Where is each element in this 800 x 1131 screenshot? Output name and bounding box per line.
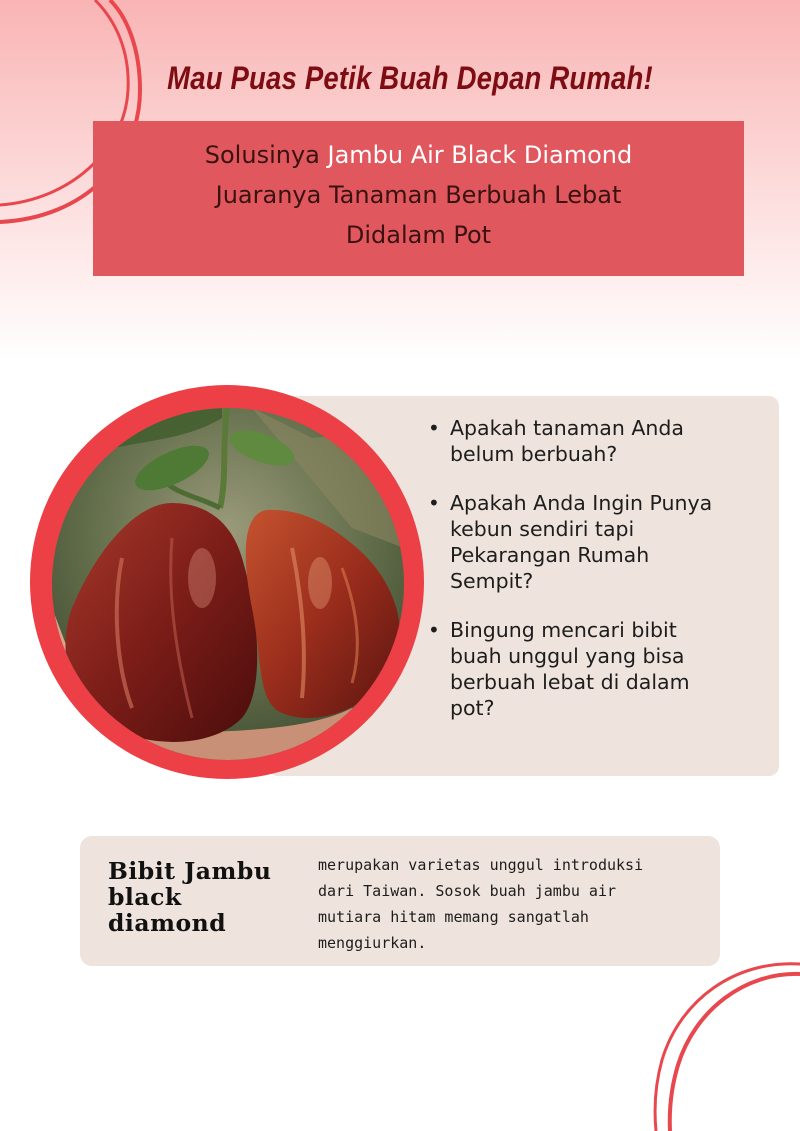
product-title-line: diamond bbox=[108, 909, 227, 937]
description-line: menggiurkan. bbox=[318, 934, 427, 952]
page-headline: Mau Puas Petik Buah Depan Rumah! bbox=[167, 60, 653, 96]
product-title-line: Bibit Jambu bbox=[108, 857, 272, 885]
banner-line-3: Didalam Pot bbox=[345, 221, 492, 249]
question-line: Sempit? bbox=[450, 569, 534, 593]
question-line: Pekarangan Rumah bbox=[450, 543, 650, 567]
description-line: mutiara hitam memang sangatlah bbox=[318, 908, 589, 926]
description-line: merupakan varietas unggul introduksi bbox=[318, 856, 644, 874]
question-line: pot? bbox=[450, 696, 495, 720]
list-item bbox=[426, 617, 756, 721]
question-line: buah unggul yang bisa bbox=[450, 644, 685, 668]
question-line: Apakah tanaman Anda bbox=[450, 416, 684, 440]
solution-banner bbox=[93, 121, 744, 276]
banner-highlight: Jambu Air Black Diamond bbox=[327, 141, 633, 169]
product-description bbox=[318, 852, 698, 956]
bullet-icon: • bbox=[428, 416, 440, 440]
question-list bbox=[426, 415, 756, 744]
question-line: Bingung mencari bibit bbox=[450, 618, 677, 642]
list-item bbox=[426, 415, 756, 467]
bottom-right-arc-icon bbox=[640, 950, 800, 1131]
product-title bbox=[108, 858, 308, 936]
product-title-line: black bbox=[108, 883, 182, 911]
question-line: berbuah lebat di dalam bbox=[450, 670, 690, 694]
description-line: dari Taiwan. Sosok buah jambu air bbox=[318, 882, 617, 900]
banner-prefix: Solusinya bbox=[204, 141, 328, 169]
bullet-icon: • bbox=[428, 618, 440, 642]
question-line: belum berbuah? bbox=[450, 442, 618, 466]
question-line: Apakah Anda Ingin Punya bbox=[450, 491, 713, 515]
question-line: kebun sendiri tapi bbox=[450, 517, 635, 541]
banner-line-2: Juaranya Tanaman Berbuah Lebat bbox=[215, 181, 622, 209]
list-item bbox=[426, 490, 756, 594]
banner-line-1 bbox=[93, 141, 744, 169]
bullet-icon: • bbox=[428, 491, 440, 515]
rose-apple-fruit-photo bbox=[52, 408, 404, 760]
